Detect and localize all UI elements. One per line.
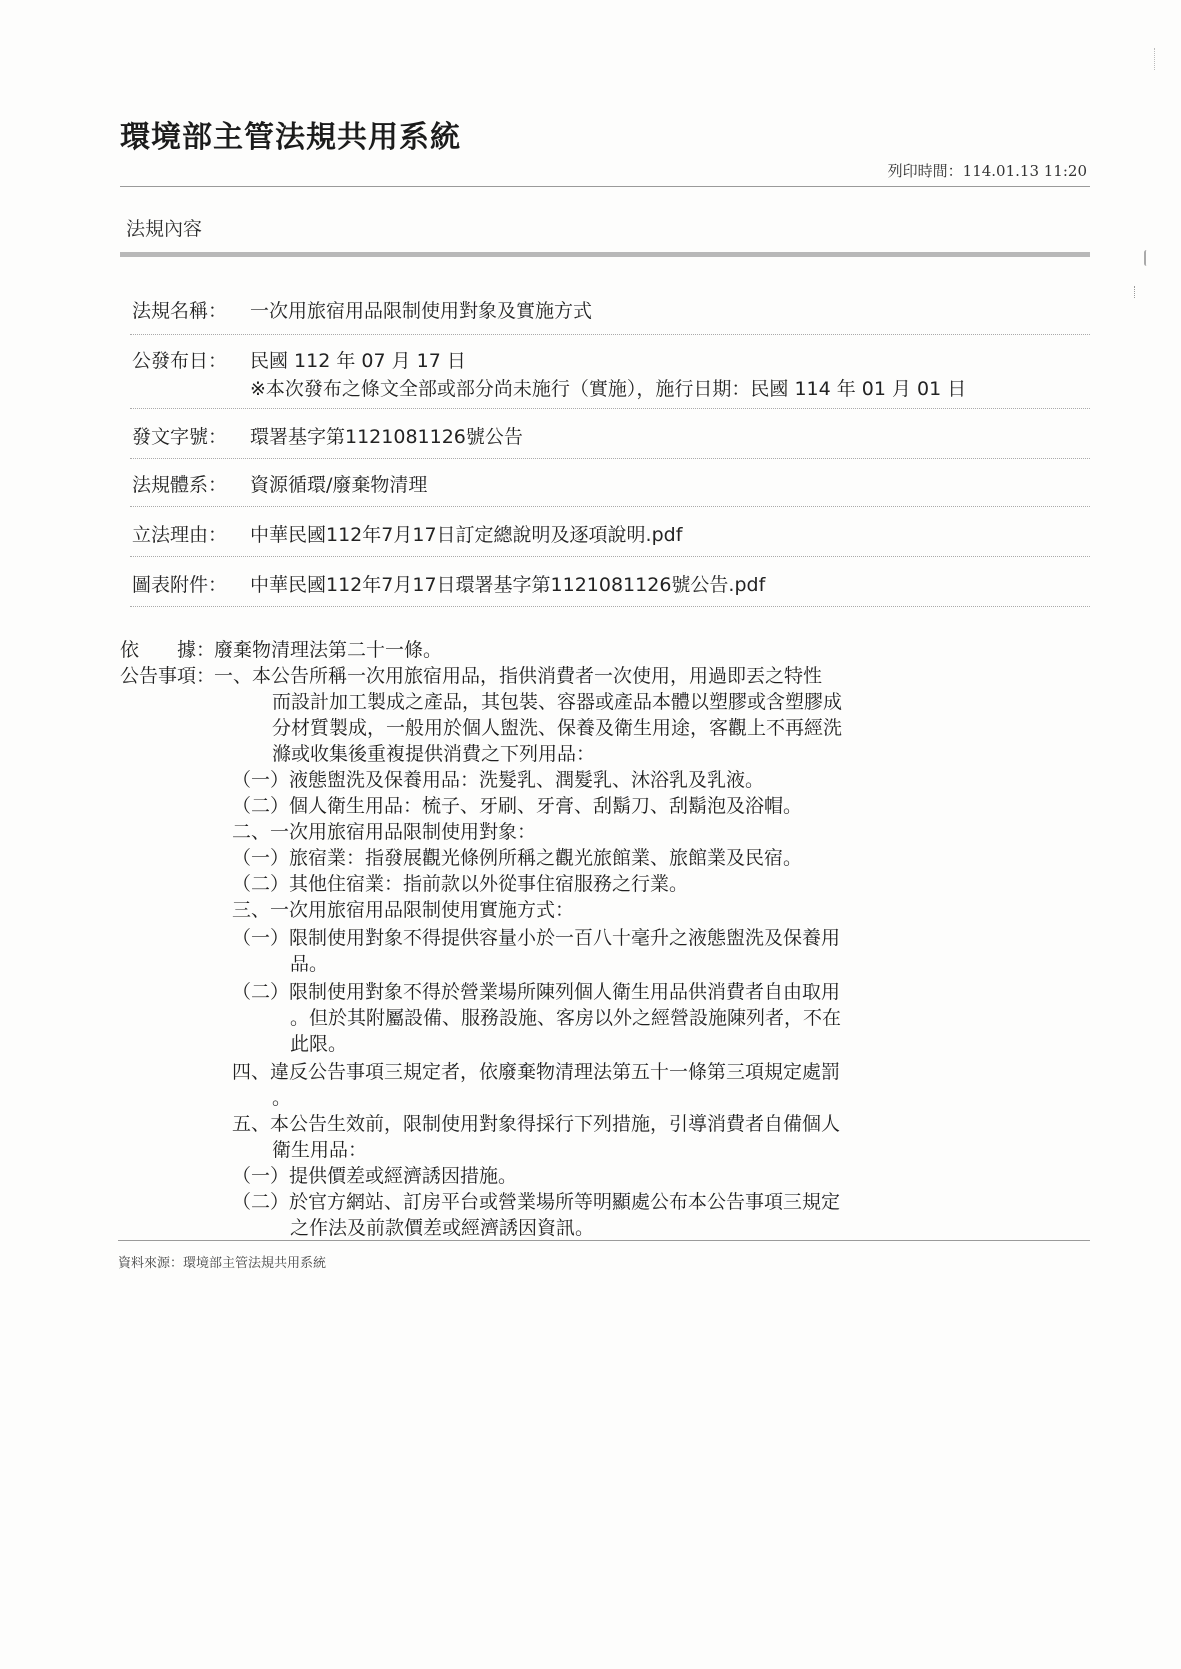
header-divider bbox=[120, 186, 1090, 187]
field-law-name bbox=[132, 296, 592, 323]
field-value: 民國 112 年 07 月 17 日 bbox=[250, 350, 466, 372]
notice-line: 一、本公告所稱一次用旅宿用品，指供消費者一次使用，用過即丟之特性 bbox=[214, 665, 823, 687]
scan-mark bbox=[1154, 48, 1159, 70]
scan-mark bbox=[1134, 286, 1141, 298]
notice-line: 分材質製成，一般用於個人盥洗、保養及衛生用途，客觀上不再經洗 bbox=[272, 717, 843, 739]
notice-line: （一）提供價差或經濟誘因措施。 bbox=[232, 1165, 518, 1187]
notice-label: 公告事項： bbox=[120, 665, 216, 687]
field-label: 圖表附件： bbox=[132, 574, 228, 596]
field-label: 發文字號： bbox=[132, 426, 228, 448]
notice-line: 五、本公告生效前，限制使用對象得採行下列措施，引導消費者自備個人 bbox=[232, 1113, 841, 1135]
field-legislative-reason bbox=[132, 520, 682, 547]
notice-line: 三、一次用旅宿用品限制使用實施方式： bbox=[232, 899, 575, 921]
notice-line: 滌或收集後重複提供消費之下列用品： bbox=[272, 743, 596, 765]
notice-line: 。但於其附屬設備、服務設施、客房以外之經營設施陳列者，不在 bbox=[290, 1007, 842, 1029]
notice-line: 此限。 bbox=[290, 1033, 348, 1055]
data-source: 資料來源：環境部主管法規共用系統 bbox=[118, 1256, 327, 1271]
field-value: 環署基字第1121081126號公告 bbox=[250, 426, 523, 448]
section-label: 法規內容 bbox=[126, 218, 203, 240]
notice-line: 二、一次用旅宿用品限制使用對象： bbox=[232, 821, 537, 843]
field-divider bbox=[130, 556, 1090, 557]
field-divider bbox=[130, 408, 1090, 409]
field-document-number bbox=[132, 422, 523, 449]
field-attachment bbox=[132, 570, 765, 597]
scan-mark bbox=[1144, 250, 1149, 266]
print-time: 列印時間：114.01.13 11:20 bbox=[887, 162, 1087, 180]
notice-line: 之作法及前款價差或經濟誘因資訊。 bbox=[290, 1217, 595, 1239]
field-label: 法規名稱： bbox=[132, 300, 228, 322]
notice-line: （二）限制使用對象不得於營業場所陳列個人衛生用品供消費者自由取用 bbox=[232, 981, 841, 1003]
basis-label: 依 據： bbox=[120, 639, 216, 661]
notice-line: （二）其他住宿業：指前款以外從事住宿服務之行業。 bbox=[232, 873, 689, 895]
field-label: 法規體系： bbox=[132, 474, 228, 496]
field-divider bbox=[130, 506, 1090, 507]
notice-line: （一）限制使用對象不得提供容量小於一百八十毫升之液態盥洗及保養用 bbox=[232, 927, 841, 949]
notice-line: 品。 bbox=[290, 953, 329, 975]
field-publish-date bbox=[132, 346, 466, 373]
field-divider bbox=[130, 458, 1090, 459]
basis-text: 廢棄物清理法第二十一條。 bbox=[214, 639, 443, 661]
section-divider bbox=[120, 252, 1090, 257]
notice-line: 衛生用品： bbox=[272, 1139, 368, 1161]
field-value: 一次用旅宿用品限制使用對象及實施方式 bbox=[250, 300, 593, 322]
field-law-system bbox=[132, 470, 427, 497]
notice-line: （二）於官方網站、訂房平台或營業場所等明顯處公布本公告事項三規定 bbox=[232, 1191, 841, 1213]
notice-line: 而設計加工製成之產品，其包裝、容器或產品本體以塑膠或含塑膠成 bbox=[272, 691, 843, 713]
notice-line: （二）個人衛生用品：梳子、牙刷、牙膏、刮鬍刀、刮鬍泡及浴帽。 bbox=[232, 795, 803, 817]
footer-divider bbox=[118, 1240, 1090, 1241]
reason-pdf-link[interactable]: 中華民國112年7月17日訂定總說明及逐項說明.pdf bbox=[250, 524, 683, 546]
effective-date-note: ※本次發布之條文全部或部分尚未施行（實施），施行日期：民國 114 年 01 月 01 日 bbox=[250, 378, 967, 400]
notice-line: （一）旅宿業：指發展觀光條例所稱之觀光旅館業、旅館業及民宿。 bbox=[232, 847, 803, 869]
system-title: 環境部主管法規共用系統 bbox=[120, 120, 461, 155]
field-divider bbox=[130, 606, 1090, 607]
notice-line: 四、違反公告事項三規定者，依廢棄物清理法第五十一條第三項規定處罰 bbox=[232, 1061, 841, 1083]
notice-line: 。 bbox=[272, 1087, 292, 1109]
attachment-pdf-link[interactable]: 中華民國112年7月17日環署基字第1121081126號公告.pdf bbox=[250, 574, 766, 596]
field-label: 立法理由： bbox=[132, 524, 228, 546]
field-label: 公發布日： bbox=[132, 350, 228, 372]
notice-line: （一）液態盥洗及保養用品：洗髮乳、潤髮乳、沐浴乳及乳液。 bbox=[232, 769, 765, 791]
field-divider bbox=[130, 334, 1090, 335]
field-value: 資源循環/廢棄物清理 bbox=[250, 474, 428, 496]
